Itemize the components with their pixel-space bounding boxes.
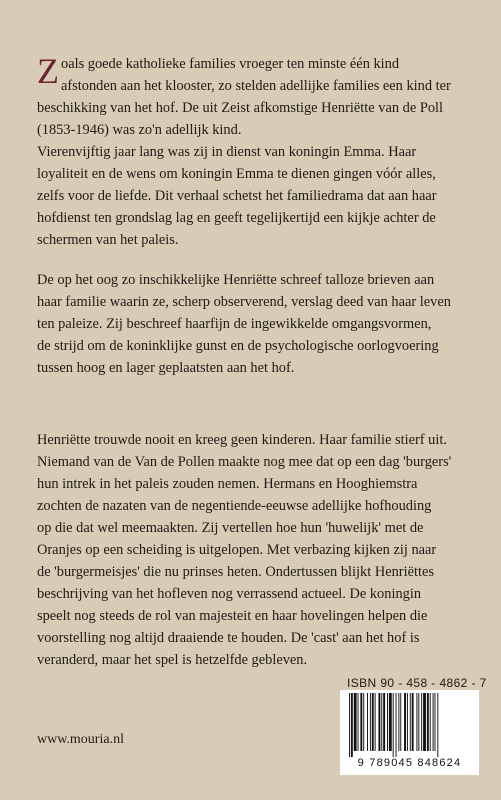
text-line: voorstelling nog altijd draaiende te houden. De 'cast' aan het hof is <box>37 630 420 646</box>
barcode-bar <box>389 693 392 751</box>
barcode-bar <box>437 693 438 757</box>
barcode-bar <box>358 693 359 751</box>
text-line: Henriëtte trouwde nooit en kreeg geen kinderen. Haar familie stierf uit. <box>37 432 447 448</box>
text-line: haar familie waarin ze, scherp observerend, verslag deed van haar leven <box>37 294 451 310</box>
barcode-bar <box>360 693 362 751</box>
barcode-bar <box>435 693 436 751</box>
barcode-bar <box>372 693 374 751</box>
barcode-bar <box>383 693 385 751</box>
text-line: Niemand van de Van de Pollen maakte nog mee dat op een dag 'burgers' <box>37 454 452 470</box>
barcode-bar <box>363 693 364 751</box>
text-line: De op het oog zo inschikkelijke Henriëtte schreef talloze brieven aan <box>37 272 435 288</box>
barcode-bar <box>393 693 394 757</box>
barcode-bar <box>418 693 419 751</box>
text-line: oals goede katholieke families vroeger ten minste één kind <box>61 56 400 72</box>
publisher-url[interactable]: www.mouria.nl <box>37 732 124 747</box>
text-line: loyaliteit en de wens om koningin Emma te dienen gingen vóór alles, <box>37 166 436 182</box>
barcode-bar <box>349 693 350 757</box>
text-line: zelfs voor de liefde. Dit verhaal schetst het familiedrama dat aan haar <box>37 188 437 204</box>
text-line: hun intrek in het paleis zouden nemen. Hermans en Hooghiemstra <box>37 476 418 492</box>
drop-cap: Z <box>37 51 59 91</box>
text-line: afstonden aan het klooster, zo stelden adellijke families een kind ter <box>61 78 451 94</box>
family-paragraph <box>37 429 477 671</box>
text-line: (1853-1946) was zo'n adellijk kind. <box>37 122 242 138</box>
text-line: de strijd om de koninklijke gunst en de psychologische oorlogvoering <box>37 338 439 354</box>
text-line: de 'burgermeisjes' die nu prinses heten. Ondertussen blijkt Henriëttes <box>37 564 434 580</box>
text-line: speelt nog steeds de rol van majesteit en haar hovelingen helpen die <box>37 608 428 624</box>
barcode-bar <box>404 693 406 751</box>
barcode-bar <box>407 693 408 751</box>
text-line: ten paleize. Zij beschreef haarfijn de ingewikkelde omgangsvormen, <box>37 316 432 332</box>
text-line: hofdienst ten grondslag lag en geeft tegelijkertijd een kijkje achter de <box>37 210 436 226</box>
barcode-panel <box>340 690 479 775</box>
barcode-bar <box>351 693 353 757</box>
text-line: op die dat wel meemaakten. Zij vertellen hoe hun 'huwelijk' met de <box>37 520 424 536</box>
text-line: Vierenvijftig jaar lang was zij in dienst van koningin Emma. Haar <box>37 144 417 160</box>
text-line: veranderd, maar het spel is hetzelfde gebleven. <box>37 652 308 668</box>
barcode-bar <box>423 693 426 751</box>
barcode-bar <box>354 693 357 751</box>
barcode-bar <box>378 693 380 751</box>
text-line: beschikking van het hof. De uit Zeist afkomstige Henriëtte van de Poll <box>37 100 444 116</box>
barcode-bar <box>427 693 429 751</box>
barcode-bar <box>400 693 401 751</box>
letters-paragraph <box>37 269 477 379</box>
barcode-bar <box>412 693 414 751</box>
barcode-bar <box>416 693 417 751</box>
intro-paragraph <box>37 53 477 251</box>
text-line: tussen hoog en lager geplaatsten aan het hof. <box>37 360 295 376</box>
barcode-bar <box>430 693 431 751</box>
barcode-bar <box>410 693 411 751</box>
barcode-bar <box>398 693 399 751</box>
barcode-bar <box>381 693 382 751</box>
text-line: Oranjes op een scheiding is uitgelopen. Met verbazing kijken zij naar <box>37 542 437 558</box>
text-line: zochten de nazaten van de negentiende-eeuwse adellijke hofhouding <box>37 498 432 514</box>
barcode-bar <box>375 693 376 751</box>
barcode-number: 9 789045 848624 <box>357 757 462 769</box>
text-line: schermen van het paleis. <box>37 232 179 248</box>
barcode-icon <box>348 693 473 757</box>
barcode-bar <box>367 693 368 751</box>
barcode-bar <box>433 693 434 751</box>
barcode-bar <box>421 693 422 751</box>
barcode-bar <box>387 693 388 751</box>
isbn-label: ISBN 90 - 458 - 4862 - 7 <box>347 676 487 690</box>
barcode-bar <box>396 693 397 757</box>
text-line: beschrijving van het hofleven nog verrassend actueel. De koningin <box>37 586 422 602</box>
barcode-bar <box>370 693 371 751</box>
